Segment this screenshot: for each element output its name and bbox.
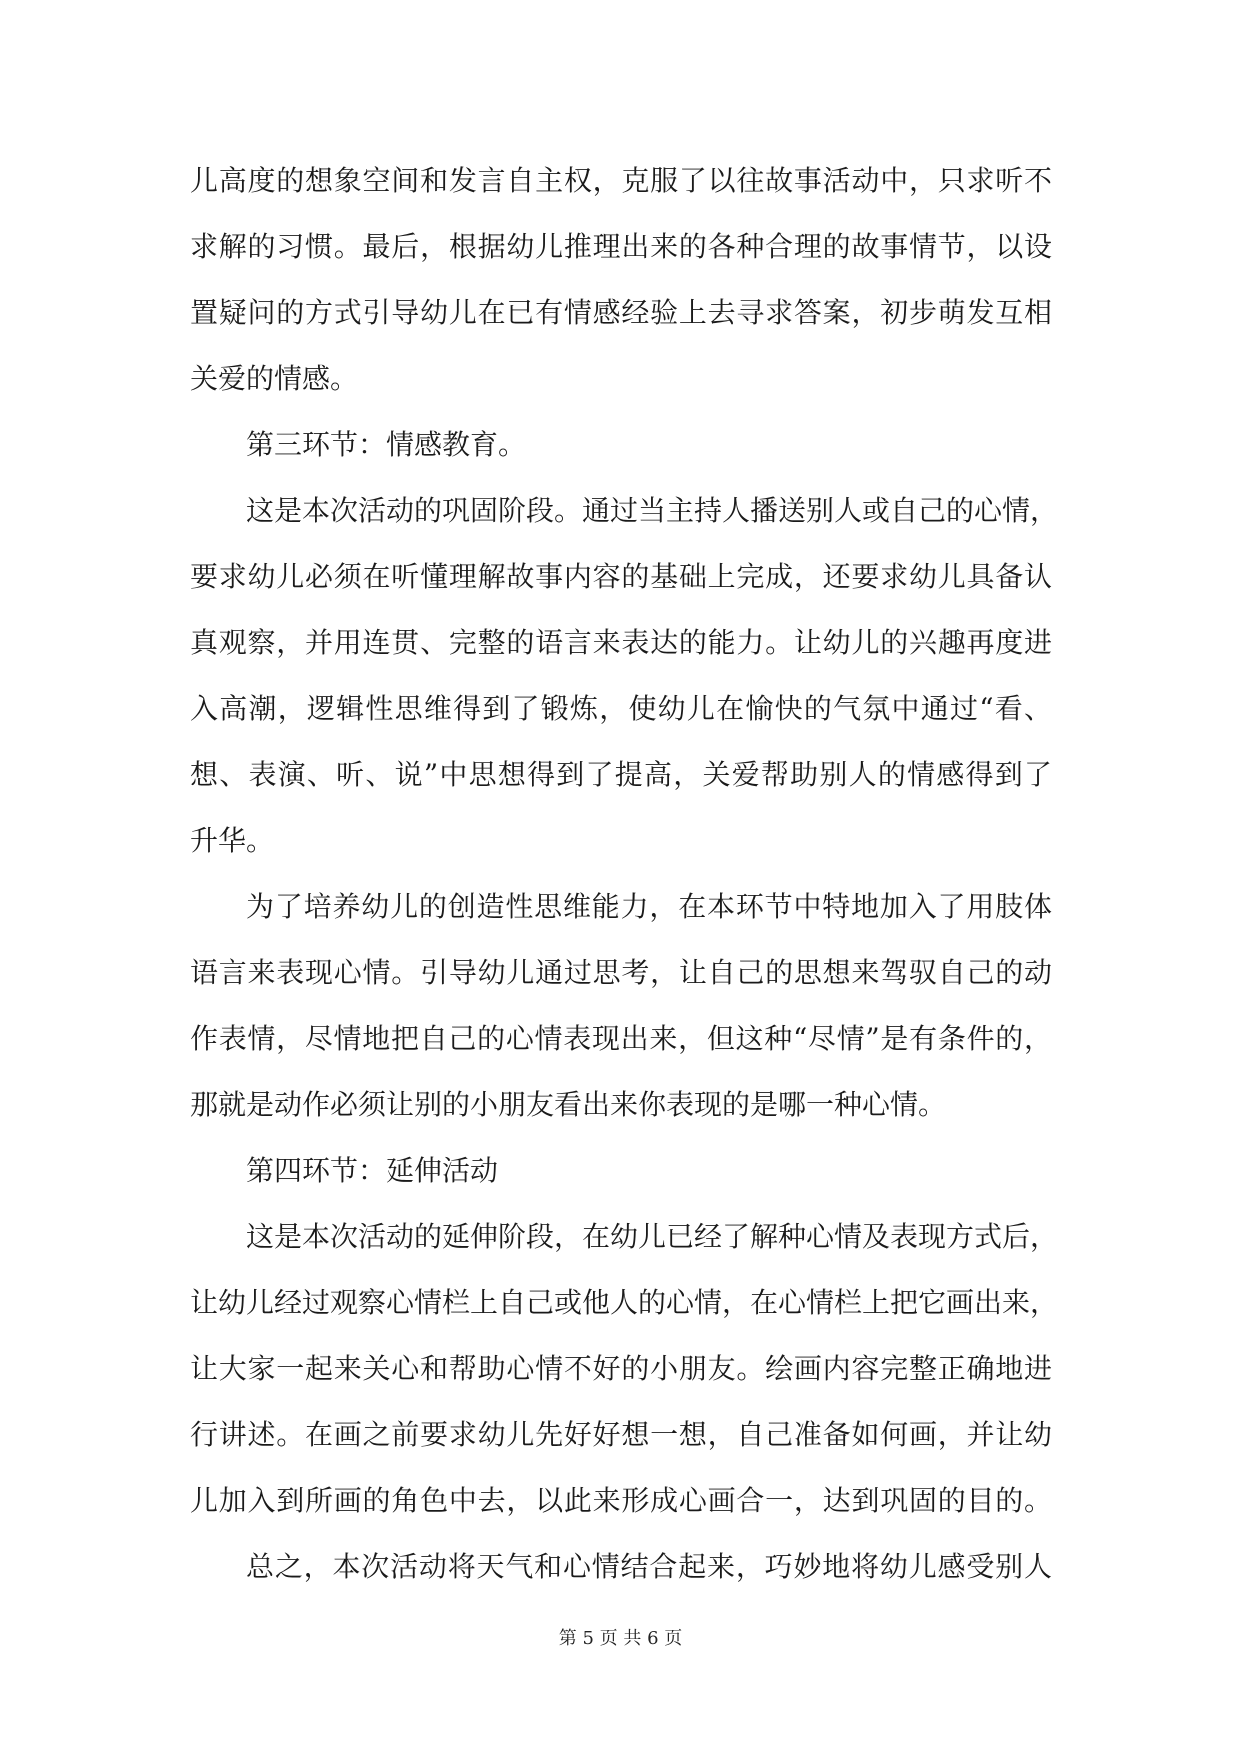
text-line: 关爱的情感。: [190, 362, 359, 395]
text-line: 入高潮，逻辑性思维得到了锻炼，使幼儿在愉快的气氛中通过“看、: [190, 692, 1052, 725]
text-line: 为了培养幼儿的创造性思维能力，在本环节中特地加入了用肢体: [246, 890, 1052, 923]
text-line: 真观察，并用连贯、完整的语言来表达的能力。让幼儿的兴趣再度进: [190, 626, 1052, 659]
text-line: 第四环节：延伸活动: [246, 1154, 499, 1187]
text-line: 让幼儿经过观察心情栏上自己或他人的心情，在心情栏上把它画出来，: [190, 1286, 1059, 1319]
text-line: 语言来表现心情。引导幼儿通过思考，让自己的思想来驾驭自己的动: [190, 956, 1052, 989]
text-line: 作表情，尽情地把自己的心情表现出来，但这种“尽情”是有条件的，: [190, 1022, 1052, 1055]
page-footer: 第 5 页 共 6 页: [558, 1628, 683, 1649]
text-line: 要求幼儿必须在听懂理解故事内容的基础上完成，还要求幼儿具备认: [190, 560, 1052, 593]
text-line: 行讲述。在画之前要求幼儿先好好想一想，自己准备如何画，并让幼: [190, 1418, 1052, 1451]
text-line: 置疑问的方式引导幼儿在已有情感经验上去寻求答案，初步萌发互相: [190, 296, 1052, 329]
text-line: 第三环节：情感教育。: [246, 428, 527, 461]
text-line: 让大家一起来关心和帮助心情不好的小朋友。绘画内容完整正确地进: [190, 1352, 1052, 1385]
text-line: 儿加入到所画的角色中去，以此来形成心画合一，达到巩固的目的。: [190, 1484, 1052, 1517]
text-line: 求解的习惯。最后，根据幼儿推理出来的各种合理的故事情节，以设: [190, 230, 1052, 263]
text-line: 儿高度的想象空间和发言自主权，克服了以往故事活动中，只求听不: [190, 164, 1052, 197]
text-line: 想、表演、听、说”中思想得到了提高，关爱帮助别人的情感得到了: [190, 758, 1052, 791]
text-line: 升华。: [190, 824, 275, 857]
text-line: 这是本次活动的延伸阶段，在幼儿已经了解种心情及表现方式后，: [246, 1220, 1059, 1253]
text-line: 这是本次活动的巩固阶段。通过当主持人播送别人或自己的心情，: [246, 494, 1059, 527]
text-line: 总之，本次活动将天气和心情结合起来，巧妙地将幼儿感受别人: [246, 1550, 1052, 1583]
text-line: 那就是动作必须让别的小朋友看出来你表现的是哪一种心情。: [190, 1088, 947, 1121]
body-text: [190, 148, 1059, 1600]
